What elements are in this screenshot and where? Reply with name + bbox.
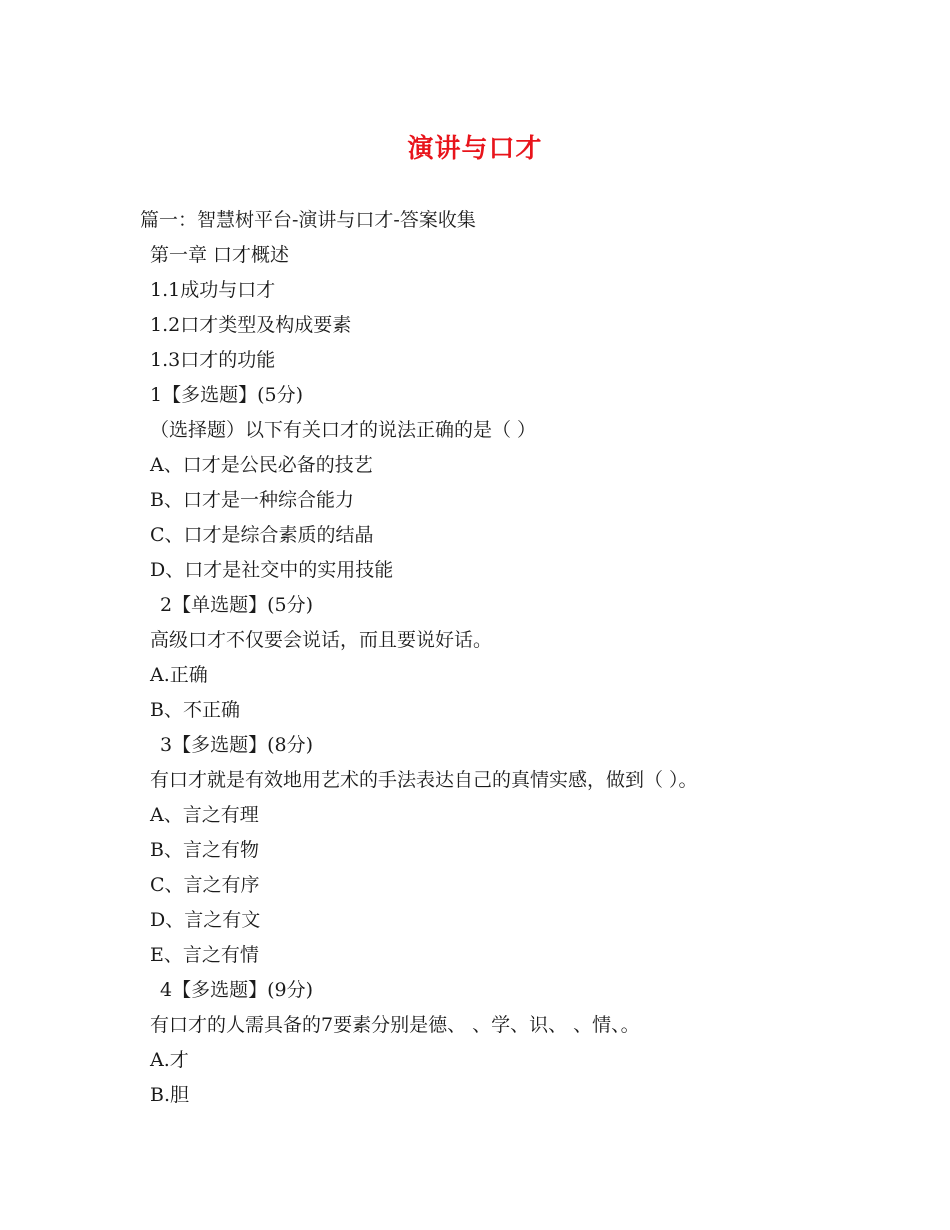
answer-option: B、言之有物 <box>150 839 259 861</box>
answer-option: A.正确 <box>150 664 208 686</box>
answer-option: B.胆 <box>150 1084 190 1106</box>
answer-option: D、言之有文 <box>150 909 261 931</box>
question-header: 4【多选题】(9分) <box>160 979 314 1001</box>
section-heading: 篇一：智慧树平台-演讲与口才-答案收集 <box>140 209 476 231</box>
document-title: 演讲与口才 <box>407 134 543 164</box>
chapter-heading: 第一章 口才概述 <box>150 244 290 266</box>
answer-option: C、言之有序 <box>150 874 260 896</box>
question-text: 高级口才不仅要会说话，而且要说好话。 <box>150 629 493 651</box>
question-header: 2【单选题】(5分) <box>160 594 314 616</box>
answer-option: B、不正确 <box>150 699 240 721</box>
answer-option: B、口才是一种综合能力 <box>150 489 354 511</box>
question-header: 1【多选题】(5分) <box>150 384 304 406</box>
answer-option: E、言之有情 <box>150 944 259 966</box>
answer-option: D、口才是社交中的实用技能 <box>150 559 394 581</box>
subsection-heading: 1.2口才类型及构成要素 <box>150 314 352 336</box>
question-text: 有口才就是有效地用艺术的手法表达自己的真情实感，做到（ ）。 <box>150 769 698 791</box>
document-body <box>0 203 950 1113</box>
answer-option: A、言之有理 <box>150 804 259 826</box>
answer-option: A.才 <box>150 1049 189 1071</box>
answer-option: C、口才是综合素质的结晶 <box>150 524 374 546</box>
subsection-heading: 1.1成功与口才 <box>150 279 276 301</box>
question-header: 3【多选题】(8分) <box>160 734 314 756</box>
subsection-heading: 1.3口才的功能 <box>150 349 276 371</box>
question-text: （选择题）以下有关口才的说法正确的是（ ） <box>150 419 537 441</box>
answer-option: A、口才是公民必备的技艺 <box>150 454 373 476</box>
question-text: 有口才的人需具备的7要素分别是德、 、学、识、 、情、。 <box>150 1014 640 1036</box>
